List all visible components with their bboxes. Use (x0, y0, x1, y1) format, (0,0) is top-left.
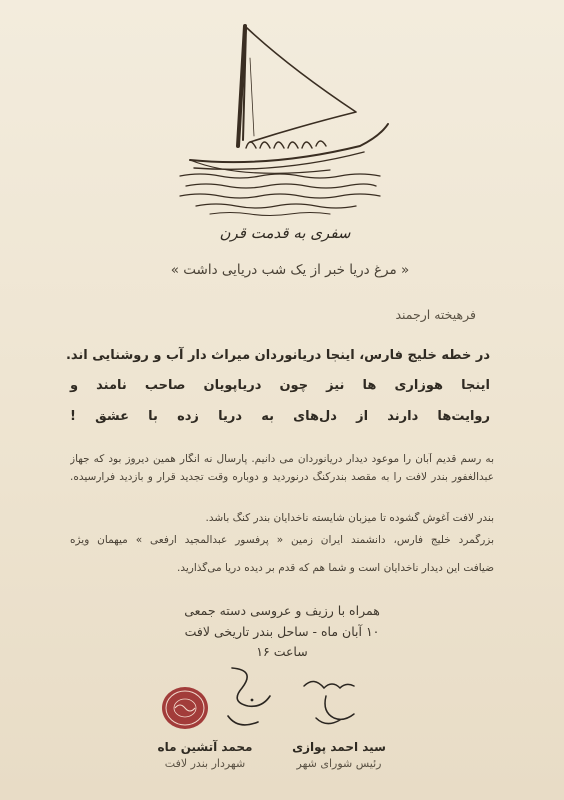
signatory-council-head (284, 740, 394, 770)
lead-line-1: در خطه خلیج فارس، اینجا دریانوردان میراث دار آب و روشنایی اند. (65, 348, 490, 363)
event-date-place: ۱۰ آبان ماه - ساحل بندر تاریخی لافت (184, 624, 380, 639)
mayor-signature (212, 662, 282, 734)
mayor-seal-stamp (160, 683, 210, 733)
body-line-3: بندر لافت آغوش گشوده تا میزبان شایسته ناخدایان بندر کنگ باشد. (205, 512, 494, 524)
body-line-2: عبدالغفور بندر لافت را به مقصد بندرکنگ درنوردید و دوباره وقت تجدید قرار و بازدید فرارسیده. (70, 471, 494, 483)
body-line-4: بزرگمرد خلیج فارس، دانشمند ایران زمین « پرفسور عبدالمجید ارفعی » میهمان ویژه (70, 534, 494, 546)
signatory-name: محمد آتشین ماه (157, 740, 253, 754)
body-line-5: ضیافت این دیدار ناخدایان است و شما هم که قدم بر دیده دریا می‌گذارید. (177, 562, 494, 574)
body-line-1: به رسم قدیم آبان را موعود دیدار دریانوردان می دانیم. پارسال نه انگار همین دیروز بود که جهاز (70, 453, 494, 465)
signatory-name: سید احمد پوازی (292, 740, 386, 754)
event-time: ساعت ۱۶ (256, 644, 308, 659)
lead-line-2: اینجا هوزاری ها نیز چون دریاپویان صاحب نامند و (70, 378, 490, 393)
poetic-quote: « مرغ دریا خبر از یک شب دریایی داشت » (170, 262, 410, 278)
lead-line-3: روایت‌ها دارند از دل‌های به دریا زده با عشق ! (70, 409, 490, 424)
council-head-signature (296, 672, 366, 736)
signatory-mayor (140, 740, 270, 770)
sailboat-sketch-illustration (150, 18, 410, 218)
event-note: همراه با رزیف و عروسی دسته جمعی (184, 603, 380, 618)
signatory-title: رئیس شورای شهر (296, 757, 382, 770)
motto-calligraphy: سفری به قدمت قرن (219, 224, 351, 242)
signatory-title: شهردار بندر لافت (164, 757, 246, 770)
salutation: فرهیخته ارجمند (395, 307, 476, 322)
